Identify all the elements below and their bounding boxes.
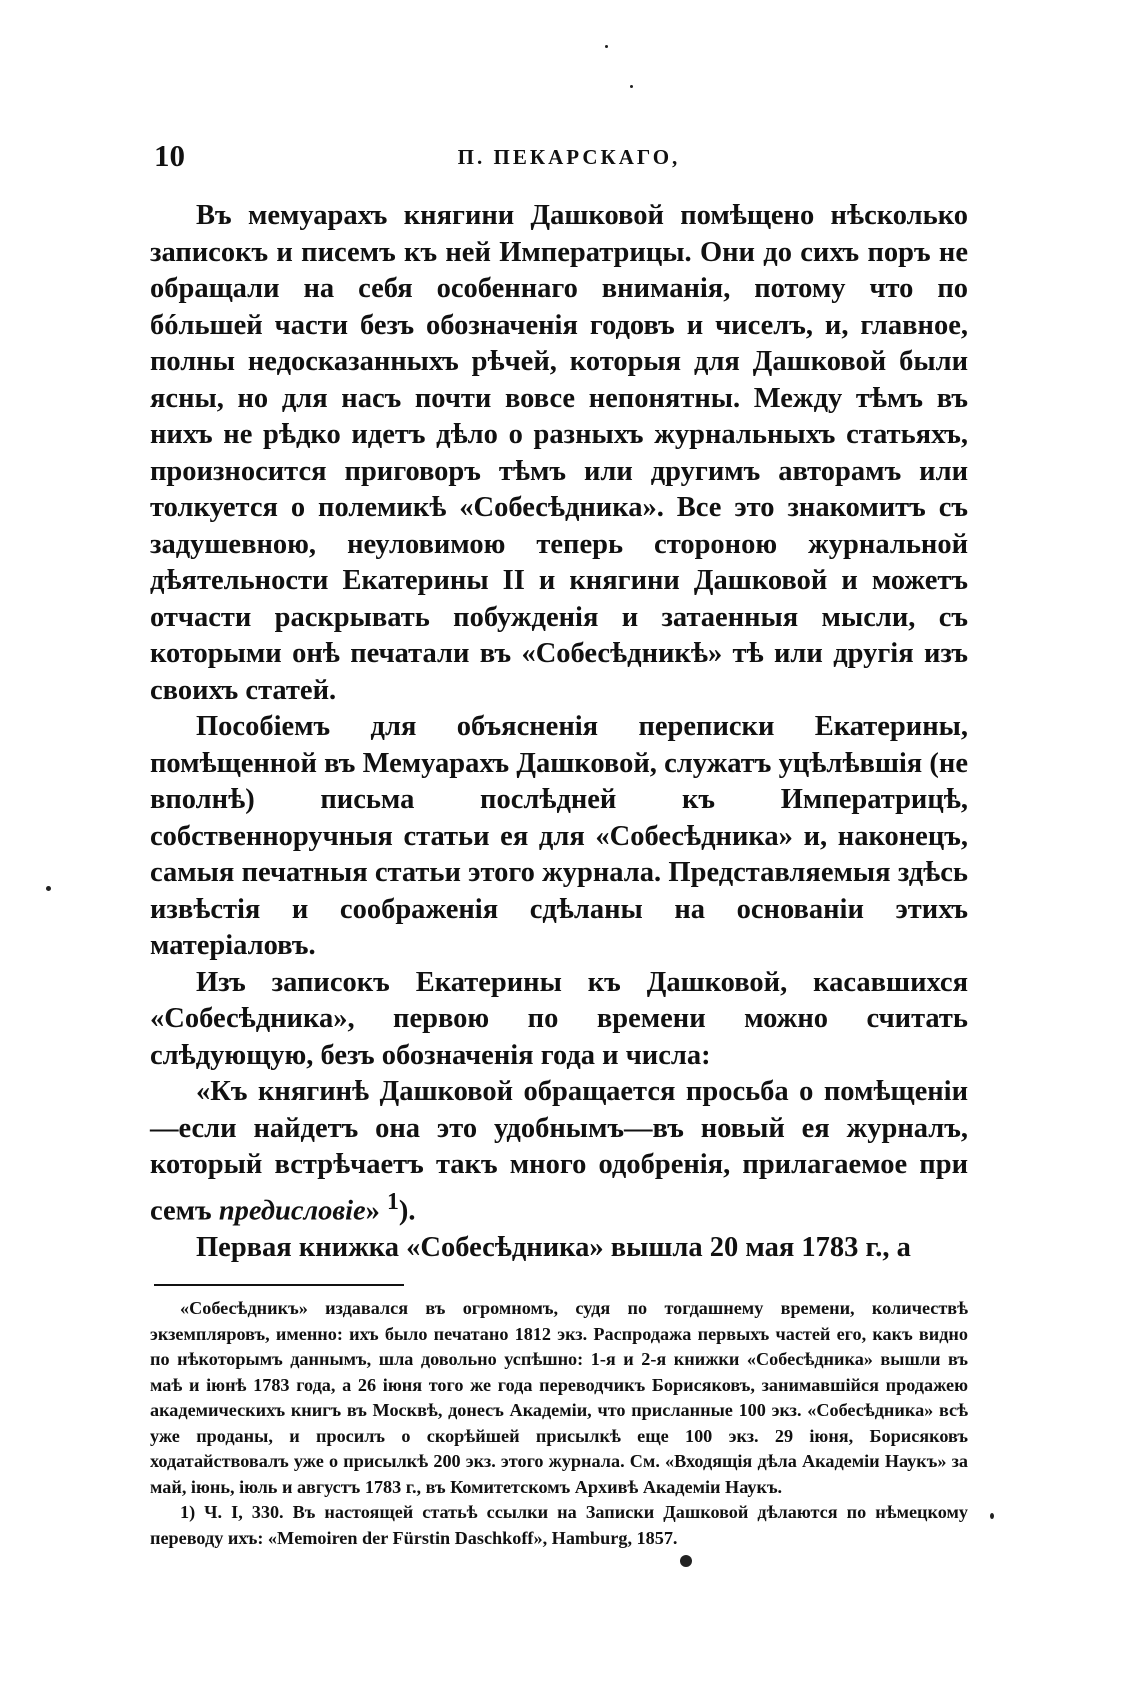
scan-speck [990, 1513, 994, 1519]
scan-speck [46, 886, 51, 891]
scan-speck [630, 85, 633, 88]
quote-close: » [365, 1195, 388, 1226]
page-header [150, 138, 968, 178]
main-text [150, 198, 968, 1266]
footnote-reference: 1 [387, 1188, 399, 1215]
quote-text: «Къ княгинѣ Дашковой обращается просьба о помѣщеніи—если найдетъ она это удобнымъ—въ новый ея журналъ, который встрѣчаетъ такъ много одобренія, прилагаемое при семъ [150, 1076, 968, 1226]
quote-closing: ). [398, 1195, 416, 1226]
quote-italic-word: предисловіе [218, 1195, 366, 1226]
page-number: 10 [154, 138, 185, 173]
footnote-rule [154, 1284, 404, 1286]
scan-speck [680, 1555, 692, 1567]
book-page [150, 138, 968, 1551]
running-head: П. ПЕКАРСКАГО, [457, 145, 681, 169]
paragraph-first-note: Изъ записокъ Екатерины къ Дашковой, касавшихся «Собесѣдника», первою по времени можно считать слѣдующую, безъ обозначенія года и числа: [150, 966, 968, 1071]
quoted-note [150, 1074, 968, 1230]
paragraph-memoirs: Въ мемуарахъ княгини Дашковой помѣщено нѣсколько записокъ и писемъ къ ней Императрицы. Они до сихъ поръ не обращали на себя особеннаго вниманія, потому что по бóльшей части безъ обозначенія годовъ и чиселъ, и, главное, полны недосказанныхъ рѣчей, которыя для Дашковой были ясны, но для насъ почти вовсе непонятны. Между тѣмъ въ нихъ не рѣдко идетъ дѣло о разныхъ журнальныхъ статьяхъ, произносится приговоръ тѣмъ или другимъ авторамъ или толкуется о полемикѣ «Собесѣдника». Все это знакомитъ съ задушевною, неуловимою теперь стороною журнальной дѣятельности Екатерины II и княгини Дашковой и можетъ отчасти раскрывать побужденія и затаенныя мысли, съ которыми онѣ печатали въ «Собесѣдникѣ» тѣ или другія изъ своихъ статей. [150, 200, 968, 706]
scan-speck [605, 45, 608, 48]
footnote-1: 1) Ч. I, 330. Въ настоящей статьѣ ссылки на Записки Дашковой дѣлаются по нѣмецкому переводу ихъ: «Memoiren der Fürstin Daschkoff», Hamburg, 1857. [150, 1502, 968, 1548]
footnote-circulation: «Собесѣдникъ» издавался въ огромномъ, судя по тогдашнему времени, количествѣ экземпляровъ, именно: ихъ было печатано 1812 экз. Распродажа первыхъ частей его, какъ видно по нѣкоторымъ даннымъ, шла довольно успѣшно: 1-я и 2-я книжки «Собесѣдника» вышли въ маѣ и іюнѣ 1783 года, а 26 іюня того же года переводчикъ Борисяковъ, занимавшійся продажею академическихъ книгъ въ Москвѣ, донесъ Академіи, что присланные 100 экз. «Собесѣдника» всѣ уже проданы, и просилъ о скорѣйшей присылкѣ еще 100 экз. 29 іюня, Борисяковъ ходатайствовалъ уже о присылкѣ 200 экз. этого журнала. См. «Входящія дѣла Академіи Наукъ» за май, іюнь, іюль и августъ 1783 г., въ Комитетскомъ Архивѣ Академіи Наукъ. [150, 1298, 968, 1497]
paragraph-first-issue: Первая книжка «Собесѣдника» вышла 20 мая 1783 г., а [196, 1231, 911, 1263]
footnotes [150, 1296, 968, 1551]
paragraph-sources: Пособіемъ для объясненія переписки Екатерины, помѣщенной въ Мемуарахъ Дашковой, служатъ уцѣлѣвшія (не вполнѣ) письма послѣдней къ Императрицѣ, собственноручныя статьи ея для «Собесѣдника» и, наконецъ, самыя печатныя статьи этого журнала. Представляемыя здѣсь извѣстія и соображенія сдѣланы на основаніи этихъ матеріаловъ. [150, 711, 968, 961]
